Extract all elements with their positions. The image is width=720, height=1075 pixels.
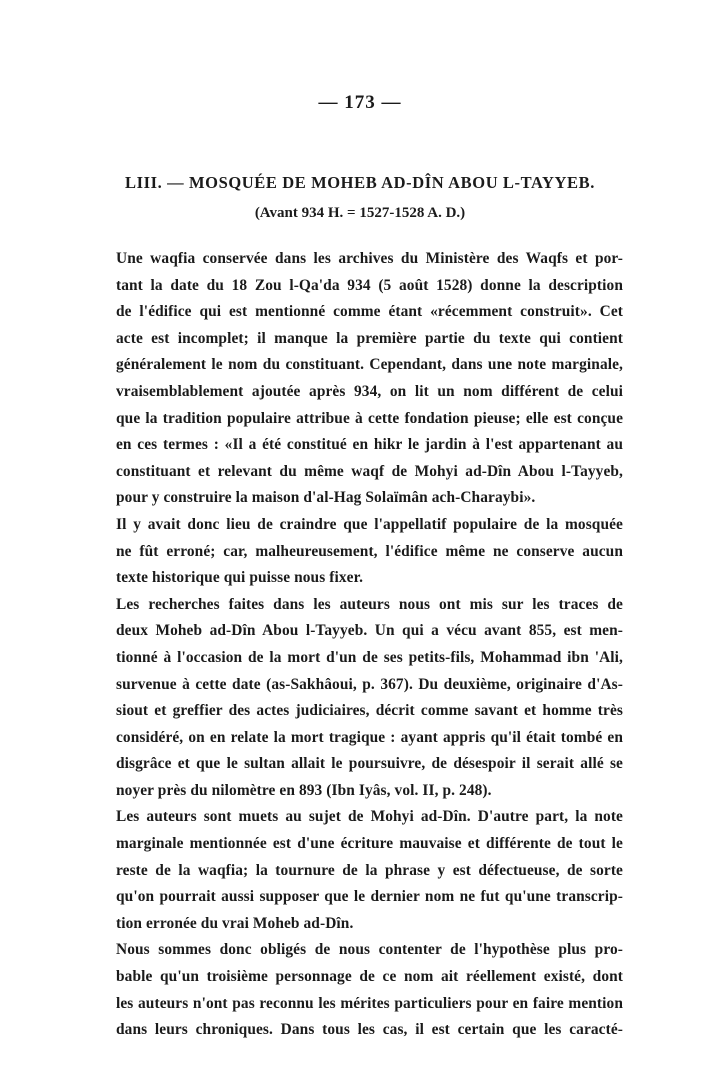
text-line: considéré, on en relate la mort tragique : ayant appris qu'il était tombé en (116, 728, 623, 746)
section-heading: LIII. — MOSQUÉE DE MOHEB AD-DÎN ABOU L-TAYYEB. (125, 173, 595, 192)
text-line: pour y construire la maison d'al-Hag Solaïmân ach-Charaybi». (116, 489, 536, 507)
text-line: texte historique qui puisse nous fixer. (116, 569, 364, 587)
paragraph (82, 592, 623, 805)
text-line: ne fût erroné; car, malheureusement, l'édifice même ne conserve aucun (116, 542, 623, 560)
text-line: tant la date du 18 Zou l-Qa'da 934 (5 août 1528) donne la description (116, 276, 623, 294)
paragraph (82, 246, 623, 512)
text-line: marginale mentionnée est d'une écriture mauvaise et différente de tout le (116, 835, 623, 853)
paragraph (82, 804, 623, 937)
text-line: qu'on pourrait aussi supposer que le dernier nom ne fut qu'une transcrip- (116, 888, 623, 906)
text-line: que la tradition populaire attribue à cette fondation pieuse; elle est conçue (116, 409, 623, 427)
section-date: (Avant 934 H. = 1527-1528 A. D.) (254, 205, 466, 221)
paragraph (82, 937, 623, 1043)
body-text (82, 246, 623, 1044)
text-line: disgrâce et que le sultan allait le poursuivre, de désespoir il serait allé se (116, 755, 623, 773)
text-line: siout et greffier des actes judiciaires, décrit comme savant et homme très (116, 702, 623, 720)
text-line: vraisemblablement ajoutée après 934, on lit un nom différent de celui (116, 382, 623, 400)
text-line: Il y avait donc lieu de craindre que l'appellatif populaire de la mosquée (116, 515, 623, 533)
text-line: les auteurs n'ont pas reconnu les mérites particuliers pour en faire mention (116, 994, 623, 1012)
text-line: tionné à l'occasion de la mort d'un de ses petits-fils, Mohammad ibn 'Ali, (116, 648, 623, 666)
text-line: Les recherches faites dans les auteurs nous ont mis sur les traces de (116, 595, 623, 613)
page-number: — 173 — (318, 92, 402, 113)
text-line: dans leurs chroniques. Dans tous les cas, il est certain que les caracté- (116, 1021, 623, 1039)
text-line: constituant et relevant du même waqf de Mohyi ad-Dîn Abou l-Tayyeb, (116, 462, 623, 480)
text-line: reste de la waqfia; la tournure de la phrase y est défectueuse, de sorte (116, 861, 623, 879)
text-line: acte est incomplet; il manque la première partie du texte qui contient (116, 329, 623, 347)
text-line: survenue à cette date (as-Sakhâoui, p. 367). Du deuxième, originaire d'As- (116, 675, 623, 693)
text-line: Les auteurs sont muets au sujet de Mohyi ad-Dîn. D'autre part, la note (116, 808, 623, 826)
text-line: Nous sommes donc obligés de nous contenter de l'hypothèse plus pro- (116, 941, 623, 959)
text-line: tion erronée du vrai Moheb ad-Dîn. (116, 914, 354, 932)
text-line: deux Moheb ad-Dîn Abou l-Tayyeb. Un qui a vécu avant 855, est men- (116, 622, 623, 640)
text-line: en ces termes : «Il a été constitué en hikr le jardin à l'est appartenant au (116, 436, 623, 454)
text-line: Une waqfia conservée dans les archives du Ministère des Waqfs et por- (116, 250, 623, 267)
text-line: noyer près du nilomètre en 893 (Ibn Iyâs, vol. II, p. 248). (116, 781, 492, 799)
text-line: de l'édifice qui est mentionné comme étant «récemment construit». Cet (116, 303, 623, 321)
paragraph (82, 512, 623, 592)
text-line: généralement le nom du constituant. Cependant, dans une note marginale, (116, 356, 623, 374)
text-line: bable qu'un troisième personnage de ce nom ait réellement existé, dont (116, 968, 623, 986)
